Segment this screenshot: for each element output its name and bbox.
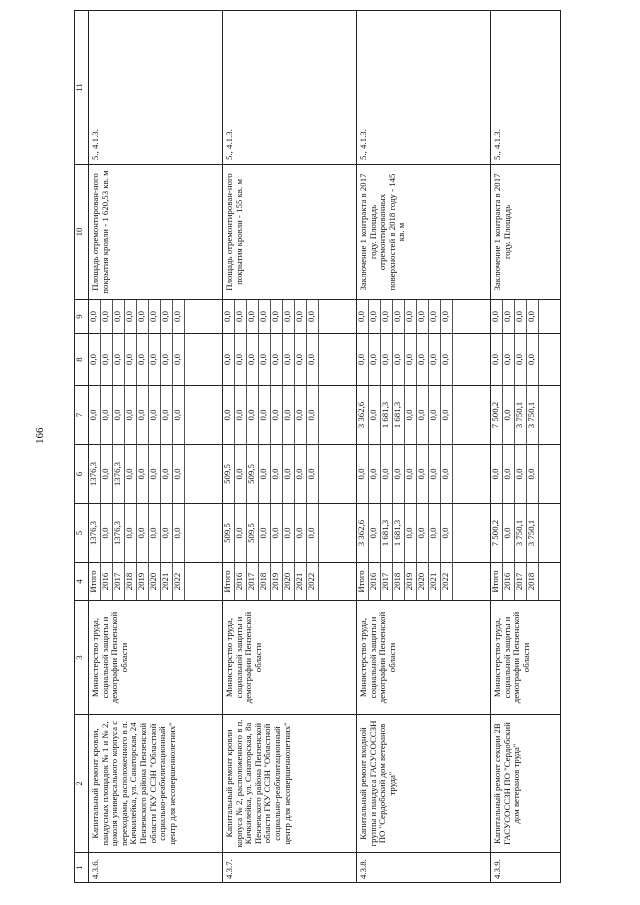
table-cell: 2016 — [101, 563, 113, 600]
total-funding-column — [223, 504, 357, 563]
table-cell: 1 681,3 — [393, 386, 405, 444]
table-cell: 0,0 — [101, 386, 113, 444]
table-cell: 0,0 — [491, 300, 503, 333]
table-cell: 0,0 — [271, 334, 283, 385]
table-cell: 3 750,1 — [515, 504, 527, 562]
table-cell: 0,0 — [149, 300, 161, 333]
table-cell: 2018 — [259, 563, 271, 600]
row-number: 4.3.6. — [89, 853, 223, 883]
header-cell: 2 — [75, 715, 89, 853]
table-cell: 2020 — [417, 563, 429, 600]
table-body — [75, 11, 561, 883]
row-indicator: Заключение 1 контракта в 2017 году. Площадь — [491, 165, 561, 300]
table-cell: 0,0 — [515, 445, 527, 503]
table-cell: 0,0 — [235, 386, 247, 444]
header-cell: 10 — [75, 165, 89, 300]
table-cell: 7 500,2 — [491, 386, 503, 444]
table-cell: 0,0 — [429, 334, 441, 385]
table-cell: 0,0 — [307, 334, 319, 385]
table-cell: 0,0 — [417, 445, 429, 503]
table-cell: 0,0 — [125, 386, 137, 444]
table-cell: 0,0 — [503, 386, 515, 444]
table-cell: 0,0 — [223, 386, 235, 444]
table-cell: 0,0 — [369, 334, 381, 385]
funding-column-9 — [357, 300, 491, 334]
table-cell: 0,0 — [283, 504, 295, 562]
row-description: Капитальный ремонт секции 2В ГАСУСОССЗН ПО "Сердобский дом ветеранов труда" — [491, 715, 561, 853]
table-cell: 0,0 — [357, 300, 369, 333]
funding-column-6 — [357, 445, 491, 504]
total-funding-column — [89, 504, 223, 563]
table-cell: 0,0 — [223, 300, 235, 333]
table-cell: 0,0 — [417, 300, 429, 333]
table-cell: 0,0 — [161, 386, 173, 444]
table-cell: 0,0 — [89, 300, 101, 333]
table-cell: 0,0 — [113, 334, 125, 385]
table-cell: Итого — [89, 563, 101, 600]
table-cell: 0,0 — [429, 445, 441, 503]
table-cell: 2020 — [283, 563, 295, 600]
row-indicator: Площадь отремонтирован-ного покрытия кровли - 155 кв. м — [223, 165, 357, 300]
year-column — [491, 563, 561, 601]
table-cell: 2018 — [125, 563, 137, 600]
table-cell: 2019 — [405, 563, 417, 600]
row-reference: 5., 4.1.3. — [491, 11, 561, 165]
table-cell: 0,0 — [161, 445, 173, 503]
program-table — [74, 10, 561, 883]
table-cell: 0,0 — [515, 300, 527, 333]
table-cell: 0,0 — [357, 334, 369, 385]
table-cell: 7 500,2 — [491, 504, 503, 562]
year-column — [89, 563, 223, 601]
table-cell: 0,0 — [235, 504, 247, 562]
table-cell: 0,0 — [295, 445, 307, 503]
row-responsible: Министерство труда, социальной защиты и демографии Пензенской области — [357, 601, 491, 715]
funding-column-6 — [89, 445, 223, 504]
table-cell: 2022 — [441, 563, 453, 600]
table-cell: Итого — [223, 563, 235, 600]
table-cell: 2016 — [503, 563, 515, 600]
table-cell: 0,0 — [101, 334, 113, 385]
table-cell: 0,0 — [89, 334, 101, 385]
table-cell: 0,0 — [173, 445, 185, 503]
table-cell: 0,0 — [259, 300, 271, 333]
table-cell: 0,0 — [429, 386, 441, 444]
table-cell: 0,0 — [259, 445, 271, 503]
table-cell: 0,0 — [429, 504, 441, 562]
table-row — [89, 11, 223, 883]
table-cell: 0,0 — [161, 504, 173, 562]
table-cell: 0,0 — [491, 334, 503, 385]
table-cell: 0,0 — [357, 445, 369, 503]
table-cell: 0,0 — [503, 504, 515, 562]
table-cell: 0,0 — [271, 504, 283, 562]
table-cell: 0,0 — [271, 445, 283, 503]
funding-column-6 — [491, 445, 561, 504]
table-cell: 0,0 — [235, 334, 247, 385]
table-cell: 0,0 — [247, 334, 259, 385]
table-cell: 0,0 — [503, 300, 515, 333]
table-cell: 0,0 — [405, 386, 417, 444]
table-cell: 0,0 — [173, 386, 185, 444]
row-responsible: Министерство труда, социальной защиты и демографии Пензенской области — [223, 601, 357, 715]
table-cell: Итого — [491, 563, 503, 600]
table-cell: 0,0 — [173, 334, 185, 385]
table-cell: 0,0 — [137, 445, 149, 503]
table-cell: 0,0 — [417, 334, 429, 385]
funding-column-6 — [223, 445, 357, 504]
table-cell: 0,0 — [161, 334, 173, 385]
table-cell: 2016 — [369, 563, 381, 600]
table-cell: 0,0 — [515, 334, 527, 385]
table-cell: 2017 — [515, 563, 527, 600]
funding-column-8 — [357, 334, 491, 386]
total-funding-column — [491, 504, 561, 563]
table-cell: 0,0 — [307, 504, 319, 562]
table-row — [223, 11, 357, 883]
table-row — [491, 11, 561, 883]
table-cell: 0,0 — [149, 386, 161, 444]
header-cell: 7 — [75, 386, 89, 445]
table-cell: 0,0 — [441, 504, 453, 562]
table-cell: 0,0 — [271, 386, 283, 444]
row-number: 4.3.8. — [357, 853, 491, 883]
table-cell: 0,0 — [149, 445, 161, 503]
table-cell: 0,0 — [259, 504, 271, 562]
table-cell: 1376,3 — [113, 445, 125, 503]
row-reference: 5., 4.1.3. — [357, 11, 491, 165]
table-cell: 0,0 — [137, 300, 149, 333]
table-cell: 0,0 — [161, 300, 173, 333]
table-cell: 0,0 — [307, 300, 319, 333]
table-cell: 2021 — [429, 563, 441, 600]
table-cell: 0,0 — [369, 386, 381, 444]
row-description: Капитальный ремонт кровли, пандусных площадок № 1 и № 2, цоколя универсального корпуса с переходами, расположенного в п. Кичкилейка, ул. Санаторская, 24 Пензенского района Пензенской области ГКУ ССЗН "Областной социально-реабилитационный центр для несовершеннолетних" — [89, 715, 223, 853]
table-cell: 1376,3 — [89, 504, 101, 562]
table-cell: 0,0 — [283, 334, 295, 385]
table-cell: 0,0 — [295, 300, 307, 333]
row-description: Капитальный ремонт кровли корпуса № 2, расположенного в п. Кичкилейка, ул. Санаторская, 8а Пензенского района Пензенской области ГКУ ССЗН "Областной социально-реабилитационный центр для несовершеннолетних" — [223, 715, 357, 853]
header-cell: 8 — [75, 334, 89, 386]
row-responsible: Министерство труда, социальной защиты и демографии Пензенской области — [491, 601, 561, 715]
year-column — [223, 563, 357, 601]
table-cell: 0,0 — [405, 445, 417, 503]
header-cell: 11 — [75, 11, 89, 165]
table-cell: 0,0 — [173, 300, 185, 333]
table-cell: 0,0 — [295, 386, 307, 444]
funding-column-8 — [491, 334, 561, 386]
table-cell: 0,0 — [271, 300, 283, 333]
table-cell: 0,0 — [247, 386, 259, 444]
table-cell: 0,0 — [393, 334, 405, 385]
table-cell: 0,0 — [223, 334, 235, 385]
table-cell: 0,0 — [235, 445, 247, 503]
table-cell: 0,0 — [137, 386, 149, 444]
table-cell: 0,0 — [113, 386, 125, 444]
table-cell: 0,0 — [405, 504, 417, 562]
table-cell: 2018 — [527, 563, 539, 600]
table-cell: 0,0 — [417, 386, 429, 444]
header-cell: 3 — [75, 601, 89, 715]
table-cell: 0,0 — [125, 334, 137, 385]
table-cell: 3 362,6 — [357, 504, 369, 562]
funding-column-9 — [491, 300, 561, 334]
row-reference: 5., 4.1.3. — [89, 11, 223, 165]
table-cell: 2021 — [295, 563, 307, 600]
table-cell: 3 362,6 — [357, 386, 369, 444]
table-cell: 2017 — [381, 563, 393, 600]
table-cell: 0,0 — [369, 504, 381, 562]
funding-column-9 — [223, 300, 357, 334]
table-cell: 1376,3 — [89, 445, 101, 503]
row-indicator: Заключение 1 контракта в 2017 году. Площадь отремонтированных поверхностей в 2018 году - 145 кв. м — [357, 165, 491, 300]
table-cell: 0,0 — [405, 300, 417, 333]
row-responsible: Министерство труда, социальной защиты и демографии Пензенской области — [89, 601, 223, 715]
table-cell: 0,0 — [441, 334, 453, 385]
table-cell: 1376,3 — [113, 504, 125, 562]
table-cell: 2019 — [137, 563, 149, 600]
header-row — [75, 11, 89, 883]
table-cell: 0,0 — [381, 445, 393, 503]
table-cell: 0,0 — [101, 504, 113, 562]
table-row — [357, 11, 491, 883]
table-cell: 1 681,3 — [381, 504, 393, 562]
table-cell: 2020 — [149, 563, 161, 600]
total-funding-column — [357, 504, 491, 563]
table-cell: 0,0 — [125, 445, 137, 503]
table-cell: 0,0 — [441, 386, 453, 444]
table-cell: 0,0 — [369, 445, 381, 503]
table-cell: 0,0 — [307, 386, 319, 444]
table-cell: 2022 — [307, 563, 319, 600]
table-cell: 0,0 — [149, 334, 161, 385]
table-cell: 1 681,3 — [381, 386, 393, 444]
table-cell: 2017 — [247, 563, 259, 600]
table-cell: 0,0 — [381, 334, 393, 385]
year-column — [357, 563, 491, 601]
table-cell: 0,0 — [283, 445, 295, 503]
table-cell: 0,0 — [405, 334, 417, 385]
row-description: Капитальный ремонт входной группы и пандуса ГАСУСОССЗН ПО "Сердобский дом ветеранов труда" — [357, 715, 491, 853]
table-cell: 2021 — [161, 563, 173, 600]
table-cell: 0,0 — [247, 300, 259, 333]
table-cell: 0,0 — [89, 386, 101, 444]
table-cell: 0,0 — [125, 504, 137, 562]
table-cell: 0,0 — [393, 445, 405, 503]
table-cell: 0,0 — [283, 386, 295, 444]
table-cell: 2022 — [173, 563, 185, 600]
table-cell: 0,0 — [101, 300, 113, 333]
table-cell: 3 750,1 — [527, 386, 539, 444]
table-cell: 0,0 — [527, 445, 539, 503]
header-cell: 9 — [75, 300, 89, 334]
row-reference: 5., 4.1.3. — [223, 11, 357, 165]
table-cell: 1 681,3 — [393, 504, 405, 562]
table-cell: 3 750,1 — [515, 386, 527, 444]
row-number: 4.3.9. — [491, 853, 561, 883]
table-cell: 0,0 — [393, 300, 405, 333]
table-cell: 0,0 — [101, 445, 113, 503]
row-indicator: Площадь отремонтирован-ного покрытия кровли - 1 620,53 кв. м — [89, 165, 223, 300]
funding-column-7 — [491, 386, 561, 445]
funding-column-7 — [89, 386, 223, 445]
header-cell: 5 — [75, 504, 89, 563]
table-cell: 0,0 — [113, 300, 125, 333]
table-cell: 0,0 — [137, 334, 149, 385]
table-cell: 0,0 — [441, 300, 453, 333]
row-number: 4.3.7. — [223, 853, 357, 883]
table-cell: 0,0 — [295, 504, 307, 562]
table-cell: 0,0 — [381, 300, 393, 333]
funding-column-8 — [223, 334, 357, 386]
table-cell: 0,0 — [503, 445, 515, 503]
table-cell: 2019 — [271, 563, 283, 600]
table-cell: 0,0 — [137, 504, 149, 562]
table-cell: 3 750,1 — [527, 504, 539, 562]
header-cell: 4 — [75, 563, 89, 601]
funding-column-7 — [223, 386, 357, 445]
table-cell: 0,0 — [259, 334, 271, 385]
funding-column-8 — [89, 334, 223, 386]
funding-column-7 — [357, 386, 491, 445]
table-cell: 2018 — [393, 563, 405, 600]
table-cell: 0,0 — [149, 504, 161, 562]
header-cell: 1 — [75, 853, 89, 883]
table-cell: 0,0 — [417, 504, 429, 562]
header-cell: 6 — [75, 445, 89, 504]
table-cell: 0,0 — [503, 334, 515, 385]
table-cell: Итого — [357, 563, 369, 600]
table-cell: 0,0 — [295, 334, 307, 385]
table-cell: 509,5 — [223, 504, 235, 562]
table-cell: 0,0 — [259, 386, 271, 444]
table-cell: 2017 — [113, 563, 125, 600]
table-cell: 0,0 — [173, 504, 185, 562]
rotated-page-content — [74, 11, 562, 883]
page-number: 166 — [34, 427, 46, 444]
table-cell: 2016 — [235, 563, 247, 600]
table-cell: 0,0 — [527, 334, 539, 385]
table-cell: 0,0 — [283, 300, 295, 333]
table-cell: 0,0 — [429, 300, 441, 333]
table-cell: 0,0 — [369, 300, 381, 333]
table-cell: 0,0 — [125, 300, 137, 333]
table-cell: 0,0 — [235, 300, 247, 333]
table-cell: 0,0 — [527, 300, 539, 333]
funding-column-9 — [89, 300, 223, 334]
table-cell: 0,0 — [307, 445, 319, 503]
table-cell: 509,5 — [223, 445, 235, 503]
table-cell: 0,0 — [491, 445, 503, 503]
table-cell: 509,5 — [247, 504, 259, 562]
table-cell: 0,0 — [441, 445, 453, 503]
table-cell: 509,5 — [247, 445, 259, 503]
